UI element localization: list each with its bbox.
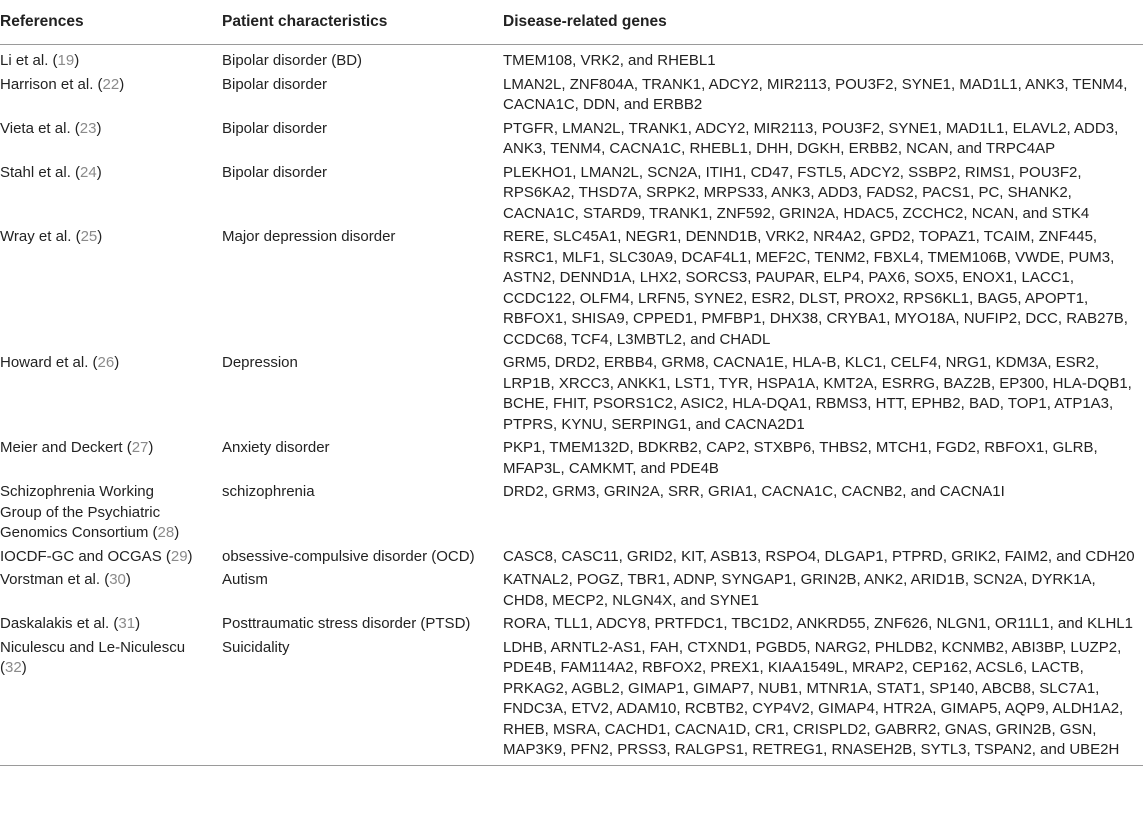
citation-link[interactable]: 30 bbox=[109, 571, 126, 588]
reference-text: IOCDF-GC and OCGAS ( bbox=[0, 547, 171, 565]
reference-text-close: ) bbox=[97, 228, 103, 245]
gene-line: ASTN2, DENND1A, LHX2, SORCS3, PAUPAR, ELP4, PAX6, SOX5, ENOX1, LACC1, bbox=[503, 269, 1075, 286]
disease-genes-cell bbox=[498, 613, 1143, 637]
reference-text-close: ) bbox=[96, 163, 102, 181]
reference-text-close: ) bbox=[96, 119, 102, 137]
reference-line bbox=[0, 503, 218, 524]
gene-line: CCDC122, OLFM4, LRFN5, SYNE2, ESR2, DLST, PROX2, RPS6KL1, BAG5, APOPT1, bbox=[503, 289, 1089, 307]
reference-cell bbox=[0, 352, 218, 437]
gene-line: PTPRS, KYNU, SERPING1, and CACNA2D1 bbox=[503, 415, 805, 433]
patient-characteristics-cell: obsessive-compulsive disorder (OCD) bbox=[222, 547, 475, 565]
reference-text-close: ) bbox=[119, 75, 125, 93]
reference-text-close: ) bbox=[21, 659, 27, 676]
reference-cell bbox=[0, 569, 218, 613]
patient-characteristics-cell: Anxiety disorder bbox=[222, 439, 330, 456]
citation-link[interactable]: 31 bbox=[118, 615, 136, 632]
gene-line: CACNA1C, STARD9, TRANK1, ZNF592, GRIN2A, HDAC5, ZCCHC2, NCAN, and STK4 bbox=[503, 204, 1090, 222]
reference-text: Meier and Deckert ( bbox=[0, 439, 132, 456]
gene-line: PTGFR, LMAN2L, TRANK1, ADCY2, MIR2113, POU3F2, SYNE1, MAD1L1, ELAVL2, ADD3, bbox=[503, 119, 1119, 137]
patient-characteristics-cell: Bipolar disorder bbox=[222, 119, 328, 137]
patient-characteristics-cell: Suicidality bbox=[218, 637, 498, 766]
table-row bbox=[0, 437, 1143, 481]
reference-cell bbox=[0, 226, 218, 352]
patient-characteristics-cell: Autism bbox=[222, 571, 268, 588]
gene-line: LRP1B, XRCC3, ANKK1, LST1, TYR, HSPA1A, KMT2A, ESRRG, BAZ2B, EP300, HLA-DQB1, bbox=[503, 374, 1132, 392]
citation-link[interactable]: 19 bbox=[57, 52, 75, 69]
reference-cell bbox=[0, 613, 218, 637]
citation-link[interactable]: 32 bbox=[5, 659, 22, 676]
table-row bbox=[0, 481, 1143, 546]
reference-text: Vorstman et al. ( bbox=[0, 571, 110, 588]
reference-line bbox=[0, 227, 218, 248]
reference-text: Daskalakis et al. ( bbox=[0, 615, 119, 632]
reference-line bbox=[0, 614, 218, 635]
table-row bbox=[0, 546, 1143, 570]
table-row bbox=[0, 569, 1143, 613]
header-row bbox=[0, 0, 1143, 45]
disease-genes-cell bbox=[498, 481, 1143, 546]
reference-text: Li et al. ( bbox=[0, 52, 58, 69]
reference-cell bbox=[0, 546, 218, 570]
citation-link[interactable]: 22 bbox=[102, 75, 120, 93]
disease-genes-cell bbox=[498, 352, 1143, 437]
reference-text: Group of the Psychiatric bbox=[0, 503, 161, 521]
patient-characteristics-cell: Bipolar disorder (BD) bbox=[222, 52, 363, 69]
gene-line: PDE4B, FAM114A2, RBFOX2, PREX1, KIAA1549L, MRAP2, CEP162, ACSL6, LACTB, bbox=[503, 659, 1084, 676]
gene-line: RORA, TLL1, ADCY8, PRTFDC1, TBC1D2, ANKRD55, ZNF626, NLGN1, OR11L1, and KLHL1 bbox=[503, 615, 1133, 632]
citation-link[interactable]: 29 bbox=[170, 547, 188, 565]
gene-line: GRM5, DRD2, ERBB4, GRM8, CACNA1E, HLA-B, KLC1, CELF4, NRG1, KDM3A, ESR2, bbox=[503, 354, 1100, 371]
table-row bbox=[0, 162, 1143, 227]
patient-characteristics-cell: Bipolar disorder bbox=[222, 75, 328, 93]
gene-line: LMAN2L, ZNF804A, TRANK1, ADCY2, MIR2113, POU3F2, SYNE1, MAD1L1, ANK3, TENM4, bbox=[503, 75, 1128, 93]
header-disease-related-genes: Disease-related genes bbox=[498, 0, 1143, 45]
gene-line: RSRC1, MLF1, SLC30A9, DCAF4L1, MEF2C, TENM2, FBXL4, TMEM106B, VWDE, PUM3, bbox=[503, 248, 1115, 266]
reference-text-close: ) bbox=[174, 524, 180, 541]
gene-line: RBFOX1, SHISA9, CPPED1, PMFBP1, DHX38, CRYBA1, MYO18A, NUFIP2, DCC, RAB27B, bbox=[503, 310, 1128, 327]
gene-line: MFAP3L, CAMKMT, and PDE4B bbox=[503, 459, 719, 477]
gene-line: DRD2, GRM3, GRIN2A, SRR, GRIA1, CACNA1C, CACNB2, and CACNA1I bbox=[503, 483, 1005, 500]
citation-link[interactable]: 28 bbox=[157, 524, 175, 541]
reference-text: Genomics Consortium ( bbox=[0, 524, 158, 541]
disease-genes-cell bbox=[498, 637, 1143, 766]
citation-link[interactable]: 27 bbox=[131, 439, 149, 456]
reference-line bbox=[0, 570, 218, 591]
reference-cell bbox=[0, 437, 218, 481]
reference-text-close: ) bbox=[74, 52, 80, 69]
reference-cell bbox=[0, 637, 218, 766]
reference-text: Schizophrenia Working bbox=[0, 483, 154, 500]
gene-line: LDHB, ARNTL2-AS1, FAH, CTXND1, PGBD5, NARG2, PHLDB2, KCNMB2, ABI3BP, LUZP2, bbox=[503, 638, 1122, 656]
gene-line: PKP1, TMEM132D, BDKRB2, CAP2, STXBP6, THBS2, MTCH1, FGD2, RBFOX1, GLRB, bbox=[503, 439, 1098, 456]
reference-line bbox=[0, 75, 218, 96]
reference-line bbox=[0, 523, 218, 544]
patient-characteristics-cell: schizophrenia bbox=[222, 483, 315, 500]
gene-line: CCDC68, TCF4, L3MBTL2, and CHADL bbox=[503, 330, 771, 348]
table-body bbox=[0, 45, 1143, 766]
reference-cell bbox=[0, 45, 218, 74]
gene-line: CHD8, MECP2, NLGN4X, and SYNE1 bbox=[503, 591, 759, 609]
table-row bbox=[0, 352, 1143, 437]
reference-cell bbox=[0, 74, 218, 118]
citation-link[interactable]: 23 bbox=[79, 119, 97, 137]
reference-text-close: ) bbox=[135, 615, 141, 632]
citation-link[interactable]: 24 bbox=[80, 163, 97, 181]
table-row bbox=[0, 226, 1143, 352]
patient-characteristics-cell: Depression bbox=[222, 354, 298, 371]
gene-line: TMEM108, VRK2, and RHEBL1 bbox=[503, 52, 716, 69]
reference-text-close: ) bbox=[125, 571, 131, 588]
disease-genes-cell bbox=[498, 45, 1143, 74]
gene-line: CASC8, CASC11, GRID2, KIT, ASB13, RSPO4, DLGAP1, PTPRD, GRIK2, FAIM2, and CDH20 bbox=[503, 547, 1135, 565]
patient-characteristics-cell: Major depression disorder bbox=[222, 228, 396, 245]
gene-line: MAP3K9, PFN2, PRSS3, RALGPS1, RETREG1, RNASEH2B, SYTL3, TSPAN2, and UBE2H bbox=[503, 741, 1120, 758]
reference-text-close: ) bbox=[148, 439, 154, 456]
gene-line: RERE, SLC45A1, NEGR1, DENND1B, VRK2, NR4A2, GPD2, TOPAZ1, TCAIM, ZNF445, bbox=[503, 228, 1098, 245]
reference-text: Niculescu and Le-Niculescu bbox=[0, 638, 186, 656]
table-row bbox=[0, 613, 1143, 637]
gene-line: PRKAG2, AGBL2, GIMAP1, GIMAP7, NUB1, MTNR1A, STAT1, SP140, ABCB8, SLC7A1, bbox=[503, 679, 1100, 697]
gene-line: RHEB, MSRA, CACHD1, CACNA1D, CR1, CRISPLD2, GABRR2, GNAS, GRIN2B, GSN, bbox=[503, 720, 1097, 738]
table-row bbox=[0, 74, 1143, 118]
disease-genes-cell bbox=[498, 569, 1143, 613]
reference-line bbox=[0, 438, 218, 459]
reference-text: Howard et al. ( bbox=[0, 354, 98, 371]
reference-line bbox=[0, 638, 218, 659]
reference-text: Wray et al. ( bbox=[0, 228, 81, 245]
reference-text: Harrison et al. ( bbox=[0, 75, 103, 93]
reference-text: Stahl et al. ( bbox=[0, 163, 81, 181]
disease-genes-cell bbox=[498, 118, 1143, 162]
reference-line bbox=[0, 547, 218, 568]
gene-line: RPS6KA2, THSD7A, SRPK2, MRPS33, ANK3, ADD3, FADS2, PACS1, PC, SHANK2, bbox=[503, 184, 1072, 201]
reference-cell bbox=[0, 481, 218, 546]
gene-line: KATNAL2, POGZ, TBR1, ADNP, SYNGAP1, GRIN2B, ANK2, ARID1B, SCN2A, DYRK1A, bbox=[503, 571, 1096, 588]
reference-line bbox=[0, 51, 218, 72]
reference-line bbox=[0, 119, 218, 140]
table-row bbox=[0, 45, 1143, 74]
reference-cell bbox=[0, 118, 218, 162]
gene-line: FNDC3A, ETV2, ADAM10, RCBTB2, CYP4V2, GIMAP4, HTR2A, GIMAP5, AQP9, ALDH1A2, bbox=[503, 700, 1124, 717]
reference-line bbox=[0, 353, 218, 374]
reference-text: Vieta et al. ( bbox=[0, 119, 80, 137]
disease-genes-cell bbox=[498, 226, 1143, 352]
citation-link[interactable]: 26 bbox=[97, 354, 115, 371]
citation-link[interactable]: 25 bbox=[80, 228, 98, 245]
reference-text-close: ) bbox=[187, 547, 193, 565]
gene-line: CACNA1C, DDN, and ERBB2 bbox=[503, 96, 703, 113]
reference-text: ( bbox=[0, 659, 5, 676]
gene-line: PLEKHO1, LMAN2L, SCN2A, ITIH1, CD47, FSTL5, ADCY2, SSBP2, RIMS1, POU3F2, bbox=[503, 163, 1082, 181]
table-header bbox=[0, 0, 1143, 45]
table-row bbox=[0, 637, 1143, 766]
header-references: References bbox=[0, 0, 218, 45]
gene-line: ANK3, TENM4, CACNA1C, RHEBL1, DHH, DGKH, ERBB2, NCAN, and TRPC4AP bbox=[503, 140, 1056, 157]
reference-line bbox=[0, 163, 218, 184]
patient-characteristics-cell: Posttraumatic stress disorder (PTSD) bbox=[222, 615, 471, 632]
gene-line: BCHE, FHIT, PSORS1C2, ASIC2, HLA-DQA1, RBMS3, HTT, EPHB2, BAD, TOP1, ATP1A3, bbox=[503, 395, 1114, 412]
disease-genes-cell bbox=[498, 546, 1143, 570]
disease-genes-cell bbox=[498, 74, 1143, 118]
table-row bbox=[0, 118, 1143, 162]
patient-characteristics-cell: Bipolar disorder bbox=[222, 163, 328, 181]
disease-genes-cell bbox=[498, 162, 1143, 227]
reference-cell bbox=[0, 162, 218, 227]
reference-line bbox=[0, 482, 218, 503]
reference-text-close: ) bbox=[114, 354, 120, 371]
header-patient-characteristics: Patient characteristics bbox=[218, 0, 498, 45]
disease-genes-cell bbox=[498, 437, 1143, 481]
reference-line bbox=[0, 658, 218, 679]
